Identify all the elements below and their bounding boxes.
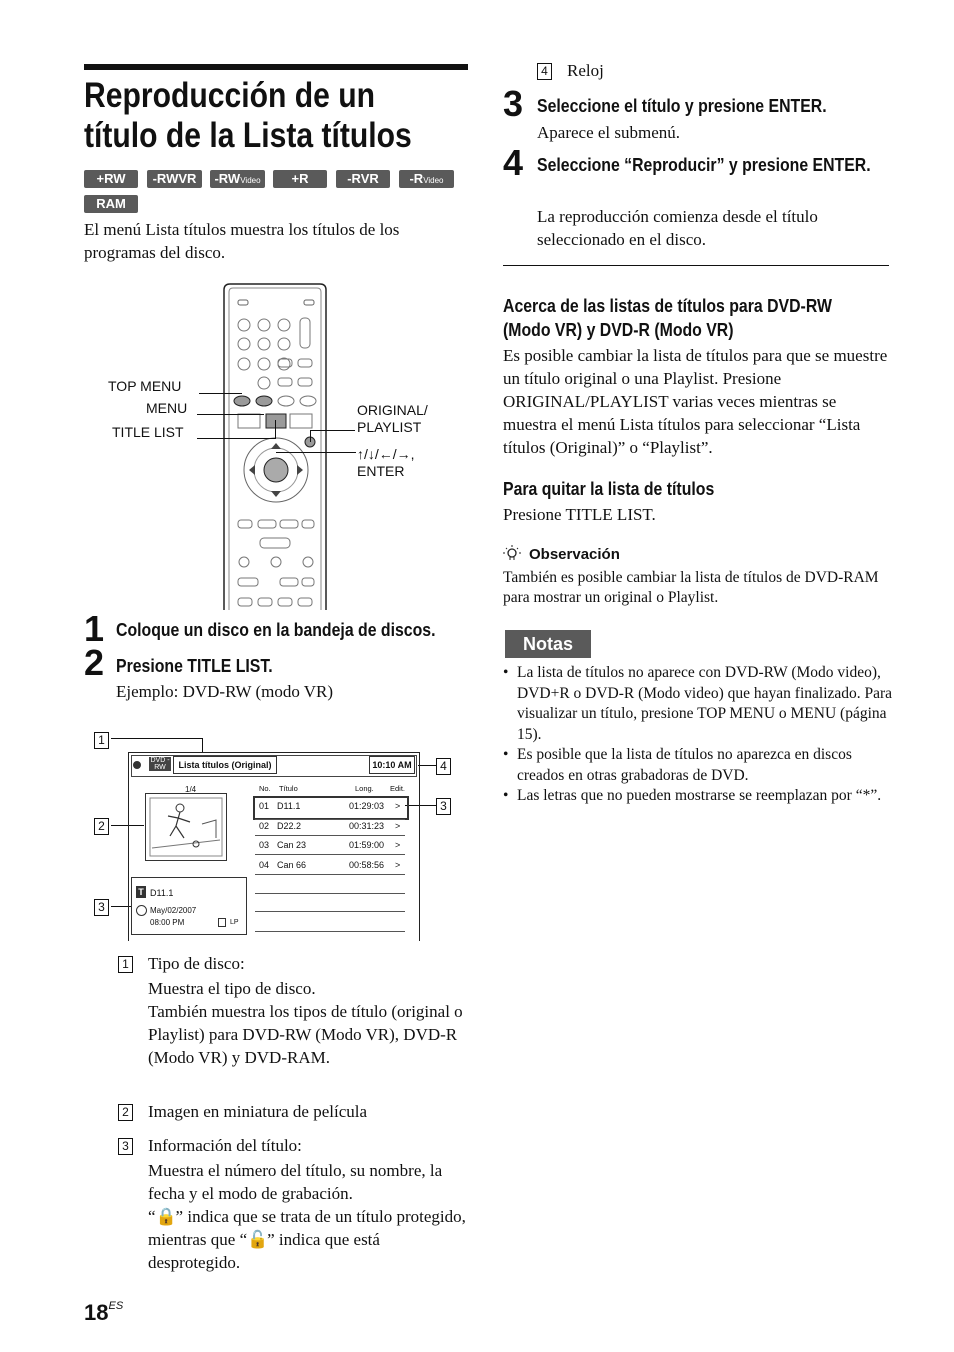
unprotected-icon: 🔓 bbox=[247, 1230, 269, 1249]
osd-row-len: 00:31:23 bbox=[349, 821, 385, 831]
osd-col-no: No. bbox=[259, 784, 271, 793]
step-4-sub: La reproducción comienza desde el título seleccionado en el disco. bbox=[537, 207, 818, 249]
osd-clock: 10:10 AM bbox=[369, 756, 415, 774]
section-divider bbox=[503, 265, 889, 266]
osd-row-title: D11.1 bbox=[277, 801, 301, 811]
label-top-menu: TOP MENU bbox=[108, 378, 182, 394]
step-number-4: 4 bbox=[503, 142, 524, 183]
label-arrows: ↑/↓/←/→, bbox=[357, 446, 415, 462]
callout-1: 1 bbox=[94, 731, 109, 749]
badge-minus-rw-video: -RWVideo bbox=[210, 170, 265, 188]
badge-ram: RAM bbox=[84, 195, 138, 213]
legend-num-4: 4 bbox=[537, 62, 552, 80]
legend-num-1: 1 bbox=[118, 955, 133, 973]
label-menu: MENU bbox=[146, 400, 188, 416]
osd-row-no: 01 bbox=[259, 801, 270, 811]
disc-icon bbox=[133, 761, 141, 769]
legend-3-desc: Muestra el número del título, su nombre, la fecha y el modo de grabación. “🔒” indica que se trata de un título protegido, mientras que “🔓” indica que está desprotegido. bbox=[148, 1161, 466, 1272]
legend-2-label: Imagen en miniatura de película bbox=[148, 1102, 368, 1121]
badge-minus-r-vr: -RVR bbox=[336, 170, 390, 188]
notes-list bbox=[503, 663, 893, 807]
section2-heading: Para quitar la lista de títulos bbox=[503, 479, 715, 499]
osd-thumbnail bbox=[145, 793, 227, 861]
osd-row-len: 00:58:56 bbox=[349, 860, 385, 870]
osd-row-arrow: > bbox=[395, 821, 401, 831]
osd-row-arrow: > bbox=[395, 801, 401, 811]
tip-body: También es posible cambiar la lista de títulos de DVD-RAM para mostrar un original o Playlist. bbox=[503, 569, 879, 606]
label-original-playlist: ORIGINAL/ PLAYLIST bbox=[357, 402, 428, 435]
callout-3b: 3 bbox=[436, 797, 451, 815]
legend-3-label: Información del título: bbox=[148, 1136, 302, 1155]
step-4-text: Seleccione “Reproducir” y presione ENTER. bbox=[537, 155, 871, 175]
osd-row-len: 01:59:00 bbox=[349, 840, 385, 850]
clock-icon bbox=[136, 905, 147, 916]
step-2-sub: Ejemplo: DVD-RW (modo VR) bbox=[116, 682, 334, 701]
callout-2: 2 bbox=[94, 817, 109, 835]
title-rule bbox=[84, 64, 468, 70]
osd-row-no: 03 bbox=[259, 840, 270, 850]
badge-plus-rw: +RW bbox=[84, 170, 138, 188]
protected-icon: 🔒 bbox=[155, 1207, 177, 1226]
badge-minus-rw-vr: -RWVR bbox=[147, 170, 202, 188]
note-item: • La lista de títulos no aparece con DVD-RW (Modo video), DVD+R o DVD-R (Modo video) que hayan finalizado. Para visualizar un título, presione TOP MENU o MENU (página 15). bbox=[503, 663, 893, 745]
tip-heading: Observación bbox=[529, 546, 620, 563]
osd-row-no: 02 bbox=[259, 821, 270, 831]
page-title: Reproducción de un título de la Lista títulos bbox=[84, 76, 412, 155]
osd-col-edit: Edit. bbox=[390, 784, 406, 793]
osd-list-header: Lista títulos (Original) bbox=[173, 756, 277, 774]
osd-info-title: D11.1 bbox=[150, 888, 174, 898]
page-number: $18^{ES}$ bbox=[84, 1300, 124, 1325]
step-1-text: Coloque un disco en la bandeja de discos. bbox=[116, 620, 436, 640]
osd-row-arrow: > bbox=[395, 840, 401, 850]
note-item: • Las letras que no pueden mostrarse se reemplazan por “*”. bbox=[503, 786, 893, 807]
legend-num-3: 3 bbox=[118, 1137, 133, 1155]
osd-row-arrow: > bbox=[395, 860, 401, 870]
osd-info-mode: LP bbox=[230, 919, 239, 926]
note-item: • Es posible que la lista de títulos no aparezca en discos creados en otras grabadoras de DVD. bbox=[503, 745, 893, 786]
legend-1-label: Tipo de disco: bbox=[148, 954, 245, 973]
notes-heading: Notas bbox=[505, 630, 591, 658]
osd-disc-type: DVD -RW bbox=[150, 757, 170, 771]
step-2-text: Presione TITLE LIST. bbox=[116, 656, 273, 676]
legend-num-2: 2 bbox=[118, 1103, 133, 1121]
intro-text: El menú Lista títulos muestra los títulos de los programas del disco. bbox=[84, 220, 400, 262]
osd-row-len: 01:29:03 bbox=[349, 801, 385, 811]
step-number-2: 2 bbox=[84, 642, 105, 683]
osd-row-title: Can 23 bbox=[277, 840, 307, 850]
remote-illustration bbox=[220, 280, 332, 610]
step-number-1: 1 bbox=[84, 608, 105, 649]
tip-lightbulb-icon bbox=[503, 545, 521, 563]
callout-3a: 3 bbox=[94, 898, 109, 916]
label-title-list: TITLE LIST bbox=[112, 424, 184, 440]
step-3-text: Seleccione el título y presione ENTER. bbox=[537, 96, 827, 116]
osd-col-title: Título bbox=[279, 784, 298, 793]
section1-heading: Acerca de las listas de títulos para DVD-RW (Modo VR) y DVD-R (Modo VR) bbox=[503, 296, 832, 340]
step-3-sub: Aparece el submenú. bbox=[537, 123, 681, 142]
osd-info-time: 08:00 PM bbox=[150, 918, 185, 927]
osd-col-long: Long. bbox=[355, 784, 374, 793]
badge-minus-r-video: -RVideo bbox=[399, 170, 454, 188]
badge-plus-r: +R bbox=[273, 170, 327, 188]
osd-page: 1/4 bbox=[185, 785, 197, 794]
osd-row-title: Can 66 bbox=[277, 860, 307, 870]
callout-4: 4 bbox=[436, 757, 451, 775]
label-enter: ENTER bbox=[357, 463, 405, 479]
step-number-3: 3 bbox=[503, 83, 524, 124]
legend-1-desc: Muestra el tipo de disco. También muestra los tipos de título (original o Playlist) para DVD-RW (Modo VR), DVD-R (Modo VR) y DVD-RAM. bbox=[148, 979, 463, 1067]
title-t-icon: T bbox=[136, 886, 146, 898]
section1-body: Es posible cambiar la lista de títulos para que se muestre un título original o una Playlist. Presione ORIGINAL/PLAYLIST varias veces mientras se muestra el menú Lista títulos para seleccionar “Lista títulos (Original)” o “Playlist”. bbox=[503, 346, 888, 457]
thumbnail-image bbox=[146, 794, 226, 860]
osd-row-title: D22.2 bbox=[277, 821, 302, 831]
osd-info-date: May/02/2007 bbox=[150, 906, 197, 915]
legend-4-label: Reloj bbox=[567, 61, 604, 80]
osd-row-no: 04 bbox=[259, 860, 270, 870]
section2-body: Presione TITLE LIST. bbox=[503, 505, 656, 524]
osd-screen bbox=[128, 752, 420, 941]
lock-icon bbox=[218, 918, 226, 927]
osd-info-box bbox=[131, 877, 247, 935]
